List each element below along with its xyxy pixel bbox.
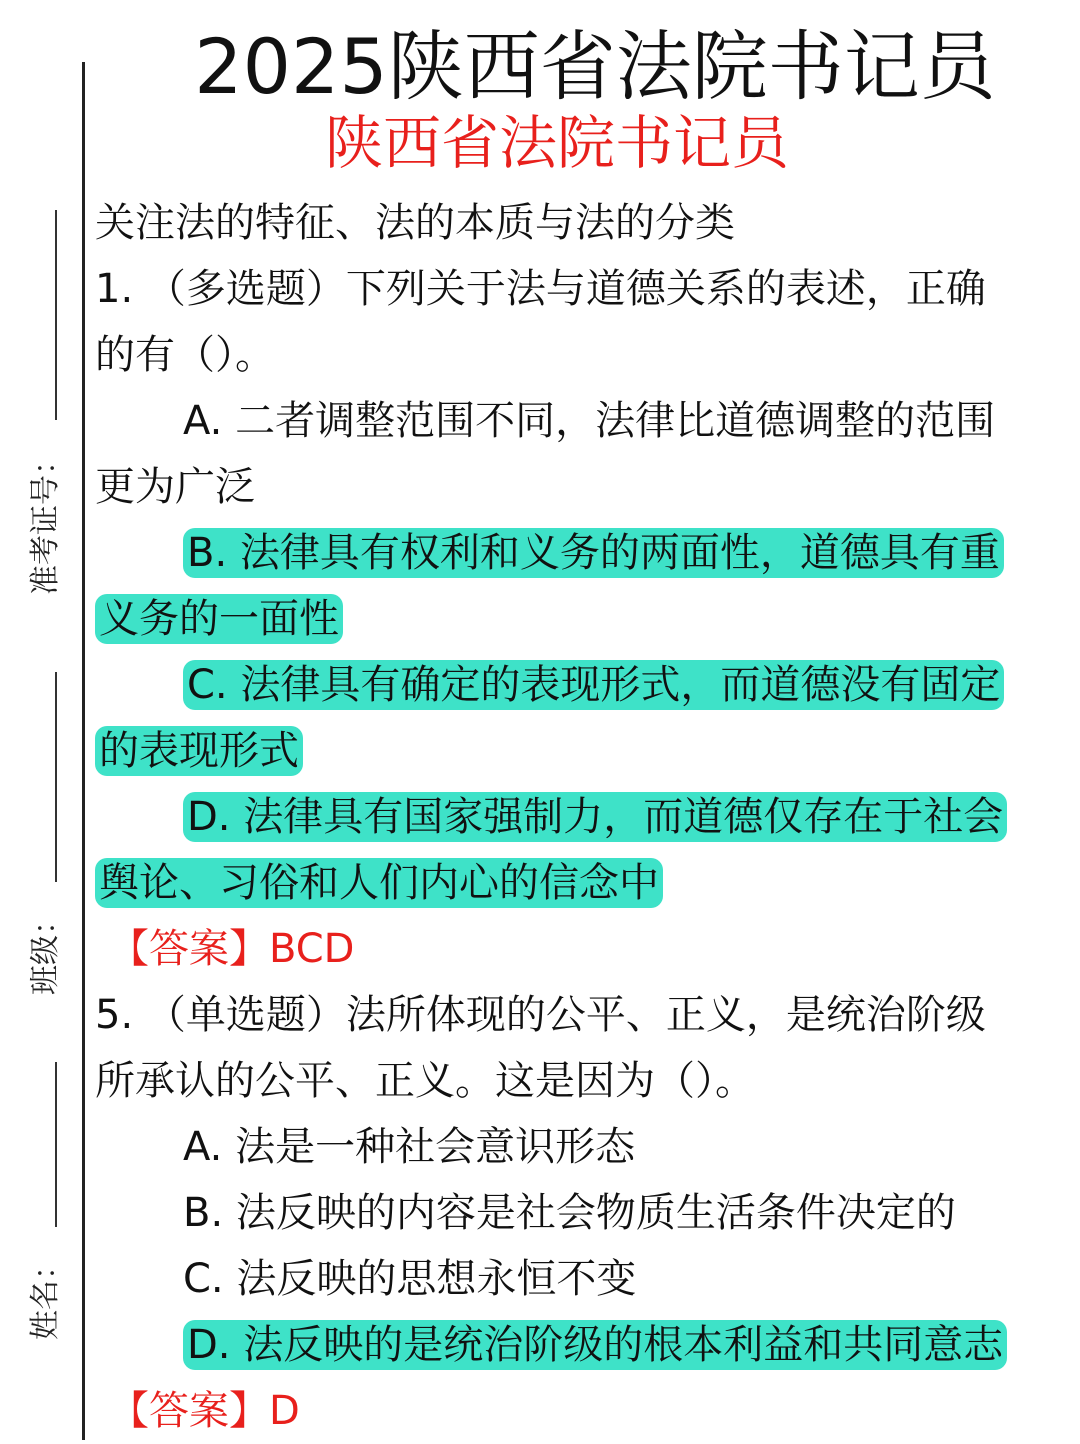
option-c-continued: [95, 718, 1065, 784]
option-a-continued: [95, 454, 1065, 520]
question-1: [95, 256, 1065, 982]
option-d-text: D. 法律具有国家强制力，而道德仅存在于社会: [183, 792, 1007, 842]
option-a-text: A. 法是一种社会意识形态: [183, 1124, 636, 1170]
page-subtitle: 陕西省法院书记员: [325, 109, 790, 177]
option-a: [95, 388, 1065, 454]
option-d: [95, 784, 1065, 850]
option-b: [95, 520, 1065, 586]
option-b-text: B. 法律具有权利和义务的两面性，道德具有重: [183, 528, 1004, 578]
question-stem-continued: 的有（）。: [95, 332, 275, 378]
section-heading: 关注法的特征、法的本质与法的分类: [95, 200, 735, 246]
option-b-text-continued: 义务的一面性: [95, 594, 343, 644]
option-a: [95, 1114, 1065, 1180]
option-b-text: B. 法反映的内容是社会物质生活条件决定的: [183, 1190, 956, 1236]
option-c: [95, 1246, 1065, 1312]
option-c-text: C. 法反映的思想永恒不变: [183, 1256, 637, 1302]
option-d-text-continued: 舆论、习俗和人们内心的信念中: [95, 858, 663, 908]
class-label: 班级：: [28, 905, 63, 995]
option-b-continued: [95, 586, 1065, 652]
question-stem-continued: 所承认的公平、正义。这是因为（）。: [95, 1058, 755, 1104]
option-c-text: C. 法律具有确定的表现形式，而道德没有固定: [183, 660, 1004, 710]
exam-id-blank-line: [55, 210, 57, 420]
answer-label: 【答案】D: [109, 1388, 300, 1434]
option-a-text-continued: 更为广泛: [95, 464, 255, 510]
question-5: [95, 982, 1065, 1444]
margin-rule: [82, 62, 85, 1440]
option-b: [95, 1180, 1065, 1246]
option-a-text: A. 二者调整范围不同，法律比道德调整的范围: [183, 398, 996, 444]
question-content: [95, 190, 1065, 1444]
option-d: [95, 1312, 1065, 1378]
class-blank-line: [55, 672, 57, 882]
question-stem: 1. （多选题）下列关于法与道德关系的表述，正确: [95, 266, 986, 312]
option-c: [95, 652, 1065, 718]
option-c-text-continued: 的表现形式: [95, 726, 303, 776]
option-d-text: D. 法反映的是统治阶级的根本利益和共同意志: [183, 1320, 1007, 1370]
question-stem: 5. （单选题）法所体现的公平、正义，是统治阶级: [95, 992, 986, 1038]
option-d-continued: [95, 850, 1065, 916]
answer-label: 【答案】BCD: [109, 926, 355, 972]
exam-id-label: 准考证号：: [28, 445, 63, 595]
page-title: 2025陕西省法院书记员: [194, 22, 996, 111]
name-blank-line: [55, 1062, 57, 1227]
name-label: 姓名：: [28, 1250, 63, 1340]
